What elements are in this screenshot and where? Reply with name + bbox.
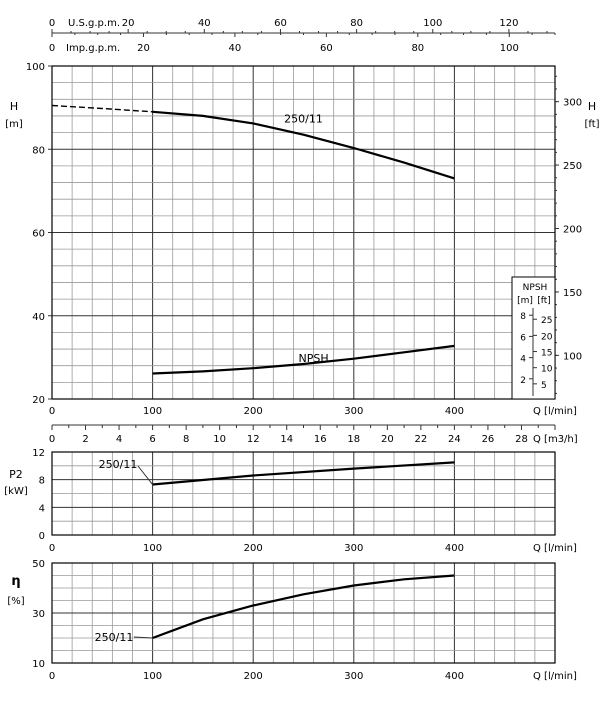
impgpm-tick-label: 0 [48, 43, 56, 54]
eff-curve-label: 250/11 [94, 631, 134, 644]
m3h-tick-label: 0 [48, 434, 56, 445]
usgpm-tick-label: 80 [350, 18, 363, 29]
power-curve-label: 250/11 [98, 458, 138, 471]
m3h-tick-label: 26 [481, 434, 495, 445]
power-y-axis-unit: [kW] [4, 486, 28, 497]
head-y-tick-label: 100 [25, 62, 45, 73]
head-ft-tick-label: 150 [563, 287, 583, 299]
npsh-m-tick-label: 4 [520, 354, 526, 365]
usgpm-tick-label: 120 [499, 18, 519, 29]
npsh-ft-tick-label: 25 [541, 316, 553, 327]
eff-x-tick-label: 100 [143, 671, 163, 682]
npsh-ft-tick-label: 20 [541, 332, 553, 343]
head-y-tick-label: 20 [32, 395, 45, 406]
head-y-tick-label: 40 [32, 311, 45, 323]
m3h-tick-label: 20 [380, 434, 394, 445]
impgpm-axis-title: Imp.g.p.m. [66, 43, 121, 54]
power-x-axis-title: Q [l/min] [533, 543, 577, 554]
power-x-tick-label: 200 [243, 543, 263, 554]
usgpm-tick-label: 0 [48, 18, 56, 29]
eff-x-tick-label: 200 [243, 671, 263, 682]
head-ft-tick-label: 100 [563, 351, 583, 363]
power-x-tick-label: 100 [143, 543, 163, 554]
npsh-ft-tick-label: 5 [541, 380, 547, 391]
npsh-m-tick-label: 8 [520, 312, 526, 323]
power-label-leader [138, 466, 153, 485]
m3h-tick-label: 10 [213, 434, 227, 445]
impgpm-tick-label: 100 [499, 43, 519, 54]
head-curve-extrapolated [52, 106, 153, 112]
m3h-tick-label: 6 [149, 434, 156, 445]
npsh-m-tick-label: 6 [520, 333, 526, 344]
eff-x-tick-label: 400 [444, 671, 464, 682]
usgpm-tick-label: 100 [423, 18, 443, 29]
usgpm-tick-label: 20 [121, 18, 135, 29]
usgpm-axis-title: U.S.g.p.m. [68, 18, 120, 29]
impgpm-tick-label: 20 [137, 43, 150, 54]
npsh-curve-label: NPSH [298, 352, 329, 365]
m3h-tick-label: 12 [246, 434, 260, 445]
m3h-tick-label: 2 [82, 434, 89, 445]
power-x-tick-label: 300 [344, 543, 364, 554]
power-y-tick-label: 4 [38, 503, 45, 515]
npsh-box-title: NPSH [522, 283, 548, 293]
head-ft-axis-unit: [ft] [584, 119, 600, 130]
eff-curve-250-11 [153, 576, 455, 639]
m3h-axis-title: Q [m3/h] [533, 434, 578, 445]
head-y-axis-title: H [9, 100, 19, 113]
m3h-tick-label: 8 [182, 434, 190, 445]
power-y-tick-label: 12 [32, 448, 45, 459]
npsh-unit-ft: [ft] [537, 296, 551, 306]
head-x-tick-label: 200 [243, 406, 263, 417]
power-y-tick-label: 8 [38, 475, 45, 487]
m3h-tick-label: 14 [280, 434, 294, 445]
head-y-tick-label: 80 [32, 145, 45, 157]
eff-x-tick-label: 300 [344, 671, 364, 682]
head-x-tick-label: 300 [344, 406, 364, 417]
power-x-tick-label: 400 [444, 543, 464, 554]
impgpm-tick-label: 60 [319, 43, 333, 54]
eff-x-tick-label: 0 [48, 671, 56, 682]
eff-y-axis-unit: [%] [7, 596, 25, 607]
head-x-tick-label: 100 [143, 406, 163, 417]
head-ft-tick-label: 250 [563, 161, 583, 173]
m3h-tick-label: 28 [515, 434, 528, 445]
npsh-m-tick-label: 2 [520, 375, 526, 386]
power-y-axis-title: P2 [9, 468, 23, 481]
eff-y-tick-label: 30 [32, 609, 45, 620]
power-y-tick-label: 0 [38, 531, 45, 542]
head-x-axis-title: Q [l/min] [533, 406, 577, 417]
m3h-tick-label: 22 [414, 434, 428, 445]
head-y-axis-unit: [m] [5, 119, 23, 130]
usgpm-tick-label: 40 [197, 18, 211, 29]
eff-y-axis-title: η [11, 574, 21, 589]
npsh-unit-m: [m] [517, 296, 533, 306]
head-ft-tick-label: 200 [563, 224, 583, 236]
npsh-ft-tick-label: 15 [541, 348, 553, 359]
head-y-tick-label: 60 [32, 228, 45, 240]
eff-x-axis-title: Q [l/min] [533, 671, 577, 682]
head-x-tick-label: 0 [48, 406, 56, 417]
usgpm-tick-label: 60 [274, 18, 287, 29]
m3h-tick-label: 16 [313, 434, 327, 445]
impgpm-tick-label: 40 [228, 43, 242, 54]
eff-y-tick-label: 10 [32, 659, 45, 670]
head-x-tick-label: 400 [444, 406, 464, 417]
power-x-tick-label: 0 [48, 543, 56, 554]
eff-y-tick-label: 50 [32, 559, 45, 570]
head-ft-tick-label: 300 [563, 97, 583, 109]
m3h-tick-label: 24 [448, 434, 461, 445]
head-curve-label: 250/11 [284, 112, 323, 126]
m3h-tick-label: 4 [115, 434, 123, 445]
m3h-tick-label: 18 [347, 434, 361, 445]
npsh-ft-tick-label: 10 [541, 364, 553, 375]
head-ft-axis-title: H [587, 100, 597, 113]
impgpm-tick-label: 80 [411, 43, 425, 54]
